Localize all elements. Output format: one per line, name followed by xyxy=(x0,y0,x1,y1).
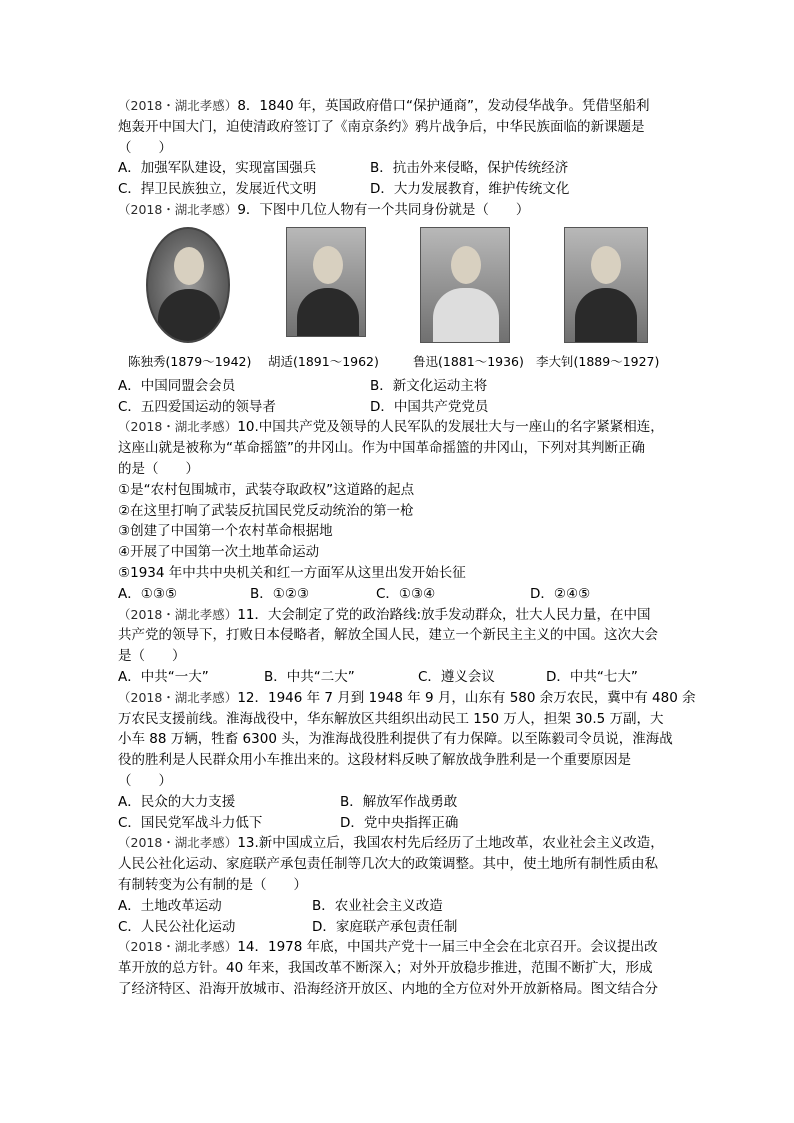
option-d: D．党中央指挥正确 xyxy=(340,814,459,831)
question-text: 9．下图中几位人物有一个共同身份就是（ ） xyxy=(237,201,530,218)
portrait-lu-xun xyxy=(420,227,510,343)
question-8 xyxy=(118,96,678,200)
option-c: C．人民公社化运动 xyxy=(118,918,236,935)
option-c: C．遵义会议 xyxy=(418,668,495,685)
option-d: D．大力发展教育，维护传统文化 xyxy=(370,181,570,198)
question-12 xyxy=(118,688,696,834)
portrait-li-dazhao xyxy=(564,227,648,343)
question-text: 炮轰开中国大门，迫使清政府签订了《南京条约》鸦片战争后，中华民族面临的新课题是 xyxy=(118,118,645,135)
answer-blank: （ ） xyxy=(118,139,172,156)
question-source: （2018・湖北孝感） xyxy=(118,835,238,851)
question-source: （2018・湖北孝感） xyxy=(118,98,238,113)
question-text: 这座山就是被称为“革命摇篮”的井冈山。作为中国革命摇篮的井冈山，下列对其判断正确 xyxy=(118,440,645,457)
caption-chen-duxiu: 陈独秀(1879～1942) xyxy=(128,353,252,369)
question-text: 万农民支援前线。淮海战役中，华东解放区共组织出动民工 150 万人，担架 30.5 万副，大 xyxy=(118,710,664,727)
option-a: A．中共“一大” xyxy=(118,668,209,685)
question-text: 有制转变为公有制的是（ ） xyxy=(118,876,307,893)
question-text: 12．1946 年 7 月到 1948 年 9 月，山东有 580 余万农民，冀中有 480 余 xyxy=(237,689,696,706)
caption-li-dazhao: 李大钊(1889～1927) xyxy=(536,353,660,369)
portrait-chen-duxiu xyxy=(146,227,230,343)
caption-lu-xun: 鲁迅(1881～1936) xyxy=(413,353,524,369)
question-text: 了经济特区、沿海开放城市、沿海经济开放区、内地的全方位对外开放新格局。图文结合分 xyxy=(118,980,658,997)
question-13 xyxy=(118,833,678,937)
statement-item: ③创建了中国第一个农村革命根据地 xyxy=(118,523,333,540)
option-a: A．①③⑤ xyxy=(118,585,178,602)
question-text: 是（ ） xyxy=(118,648,186,665)
portrait-row xyxy=(118,227,678,352)
option-c: C．五四爱国运动的领导者 xyxy=(118,398,276,415)
option-c: C．国民党军战斗力低下 xyxy=(118,814,263,831)
caption-hu-shi: 胡适(1891～1962) xyxy=(268,353,379,369)
option-b: B．解放军作战勇敢 xyxy=(340,793,458,810)
question-text: 14．1978 年底，中国共产党十一届三中全会在北京召开。会议提出改 xyxy=(237,939,658,956)
option-c: C．①③④ xyxy=(376,585,436,602)
option-b: B．农业社会主义改造 xyxy=(312,897,443,914)
question-source: （2018・湖北孝感） xyxy=(118,201,238,217)
question-source: （2018・湖北孝感） xyxy=(118,939,238,955)
question-text: 10.中国共产党及领导的人民军队的发展壮大与一座山的名字紧紧相连， xyxy=(237,419,664,436)
question-content xyxy=(118,96,696,1000)
question-text: 8．1840 年，英国政府借口“保护通商”，发动侵华战争。凭借坚船利 xyxy=(237,98,650,114)
statement-item: ②在这里打响了武装反抗国民党反动统治的第一枪 xyxy=(118,502,414,519)
option-b: B．中共“二大” xyxy=(264,668,355,685)
question-text: 小车 88 万辆，牲畜 6300 头，为淮海战役胜利提供了有力保障。以至陈毅司令员说，淮海战 xyxy=(118,731,673,748)
question-source: （2018・湖北孝感） xyxy=(118,606,238,622)
question-text: 役的胜利是人民群众用小车推出来的。这段材料反映了解放战争胜利是一个重要原因是 xyxy=(118,752,631,769)
option-d: D．②④⑤ xyxy=(530,585,591,602)
option-c: C．捍卫民族独立，发展近代文明 xyxy=(118,181,317,198)
question-10 xyxy=(118,417,678,604)
question-text: 11．大会制定了党的政治路线:放手发动群众，壮大人民力量，在中国 xyxy=(237,606,651,623)
option-a: A．中国同盟会会员 xyxy=(118,377,236,394)
question-11 xyxy=(118,605,678,688)
question-text: 共产党的领导下，打败日本侵略者，解放全国人民，建立一个新民主主义的中国。这次大会 xyxy=(118,627,658,644)
question-14 xyxy=(118,937,678,999)
portrait-captions xyxy=(118,352,678,376)
statement-item: ④开展了中国第一次土地革命运动 xyxy=(118,544,320,561)
option-b: B．新文化运动主将 xyxy=(370,377,488,394)
answer-blank: （ ） xyxy=(118,772,172,789)
option-d: D．家庭联产承包责任制 xyxy=(312,918,458,935)
option-b: B．①②③ xyxy=(250,585,310,602)
option-a: A．加强军队建设，实现富国强兵 xyxy=(118,160,317,177)
option-b: B．抗击外来侵略，保护传统经济 xyxy=(370,160,569,177)
question-text: 人民公社化运动、家庭联产承包责任制等几次大的政策调整。其中，使土地所有制性质由私 xyxy=(118,856,658,873)
portrait-hu-shi xyxy=(286,227,366,337)
question-source: （2018・湖北孝感） xyxy=(118,419,238,435)
option-d: D．中国共产党党员 xyxy=(370,398,489,415)
question-text: 革开放的总方针。40 年来，我国改革不断深入；对外开放稳步推进，范围不断扩大，形成 xyxy=(118,960,653,977)
question-9 xyxy=(118,200,678,417)
question-source: （2018・湖北孝感） xyxy=(118,689,238,705)
statement-item: ①是“农村包围城市，武装夺取政权”这道路的起点 xyxy=(118,481,415,498)
statement-item: ⑤1934 年中共中央机关和红一方面军从这里出发开始长征 xyxy=(118,564,466,581)
question-text: 13.新中国成立后，我国农村先后经历了土地改革，农业社会主义改造， xyxy=(237,835,664,852)
option-d: D．中共“七大” xyxy=(546,668,638,685)
option-a: A．民众的大力支援 xyxy=(118,793,236,810)
option-a: A．土地改革运动 xyxy=(118,897,222,914)
question-text: 的是（ ） xyxy=(118,460,199,477)
